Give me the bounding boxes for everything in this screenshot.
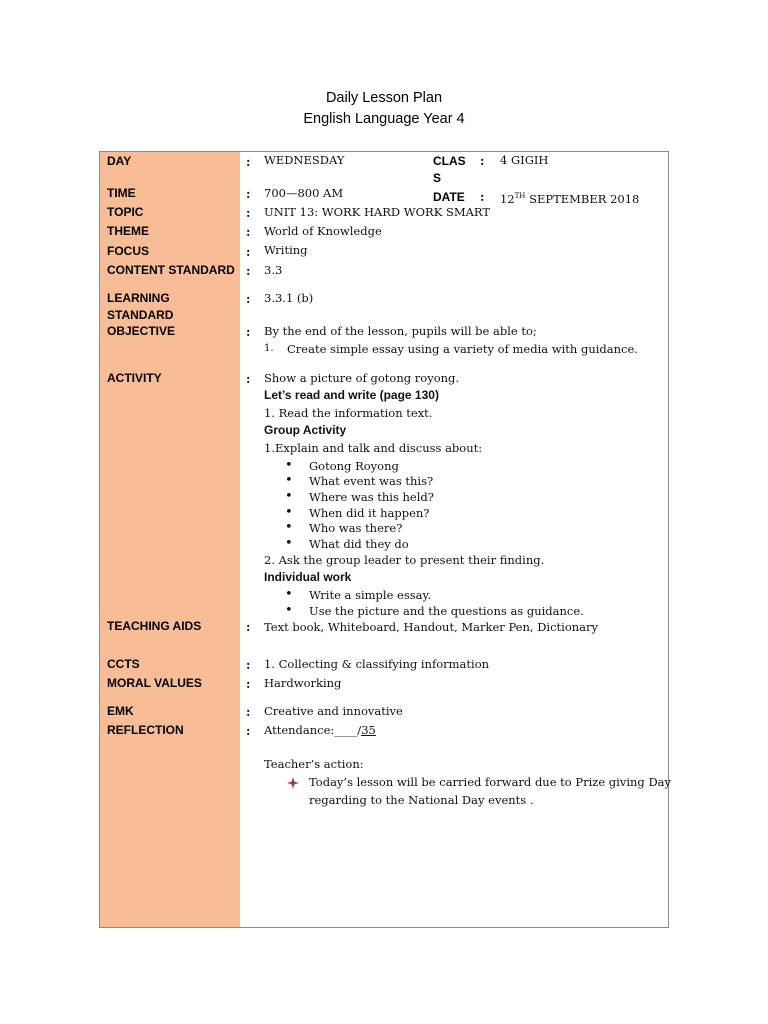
learning-standard-label-cont: STANDARD [107, 308, 174, 322]
colon: : [246, 225, 251, 239]
activity-bullet: • Use the picture and the questions as guidance. [309, 603, 584, 619]
time-label: TIME [107, 186, 136, 200]
activity-bullet: • What did they do [309, 536, 409, 552]
colon: : [246, 155, 251, 169]
moral-values-value: Hardworking [264, 676, 342, 690]
content-standard-label: CONTENT STANDARD [107, 263, 235, 277]
activity-line: 2. Ask the group leader to present their finding. [264, 553, 545, 567]
document-title: Daily Lesson Plan [325, 90, 443, 106]
content-standard-value: 3.3 [264, 263, 283, 277]
activity-line: 1.Explain and talk and discuss about: [264, 441, 483, 455]
colon: : [480, 154, 485, 168]
document-subtitle: English Language Year 4 [303, 111, 465, 127]
colon: : [246, 325, 251, 339]
moral-values-label: MORAL VALUES [107, 676, 202, 690]
activity-bullet: • Who was there? [309, 520, 402, 536]
theme-value: World of Knowledge [264, 224, 382, 238]
learning-standard-value: 3.3.1 (b) [264, 291, 314, 305]
attendance: Attendance:____/35 [264, 723, 376, 737]
theme-label: THEME [107, 224, 149, 238]
class-label: CLAS [433, 154, 466, 168]
objective-item: Create simple essay using a variety of media with guidance. [287, 342, 638, 356]
colon: : [246, 206, 251, 220]
activity-bullet: • Gotong Royong [309, 458, 399, 474]
objective-intro: By the end of the lesson, pupils will be able to; [264, 324, 537, 338]
colon: : [246, 620, 251, 634]
activity-heading: Let’s read and write (page 130) [264, 388, 439, 402]
colon: : [246, 264, 251, 278]
date-value: 12TH SEPTEMBER 2018 [500, 191, 640, 206]
ccts-value: 1. Collecting & classifying information [264, 657, 490, 671]
colon: : [246, 658, 251, 672]
activity-heading: Group Activity [264, 423, 347, 437]
colon: : [246, 705, 251, 719]
day-label: DAY [107, 154, 132, 168]
activity-line: 1. Read the information text. [264, 406, 433, 420]
lesson-plan-table [99, 151, 672, 928]
class-label-cont: S [433, 171, 442, 185]
topic-label: TOPIC [107, 205, 144, 219]
activity-heading: Individual work [264, 570, 352, 584]
objective-item-number: 1. [264, 343, 274, 354]
date-label: DATE [433, 190, 465, 204]
colon: : [246, 372, 251, 386]
colon: : [246, 245, 251, 259]
focus-label: FOCUS [107, 244, 149, 258]
colon: : [246, 677, 251, 691]
objective-label: OBJECTIVE [107, 324, 176, 338]
reflection-label: REFLECTION [107, 723, 184, 737]
class-value: 4 GIGIH [500, 153, 549, 167]
topic-value: UNIT 13: WORK HARD WORK SMART [264, 205, 491, 219]
teacher-action-note: Today’s lesson will be carried forward due to Prize giving Day [309, 775, 672, 789]
emk-value: Creative and innovative [264, 704, 403, 718]
activity-bullet: • Write a simple essay. [309, 587, 431, 603]
colon: : [480, 190, 485, 204]
teaching-aids-value: Text book, Whiteboard, Handout, Marker Pen, Dictionary [264, 620, 599, 634]
colon: : [246, 292, 251, 306]
learning-standard-label: LEARNING [107, 291, 170, 305]
sparkle-bullet-icon [287, 777, 299, 789]
colon: : [246, 724, 251, 738]
day-value: WEDNESDAY [264, 153, 345, 167]
teacher-action-label: Teacher’s action: [264, 757, 364, 771]
colon: : [246, 187, 251, 201]
activity-line: Show a picture of gotong royong. [264, 371, 460, 385]
focus-value: Writing [264, 243, 308, 257]
activity-bullet: • Where was this held? [309, 489, 434, 505]
activity-bullet: • What event was this? [309, 473, 433, 489]
activity-bullet: • When did it happen? [309, 505, 429, 521]
teaching-aids-label: TEACHING AIDS [107, 619, 202, 633]
ccts-label: CCTS [107, 657, 140, 671]
emk-label: EMK [107, 704, 134, 718]
activity-label: ACTIVITY [107, 371, 162, 385]
time-value: 700—800 AM [264, 186, 344, 200]
teacher-action-note-cont: regarding to the National Day events . [309, 793, 534, 807]
